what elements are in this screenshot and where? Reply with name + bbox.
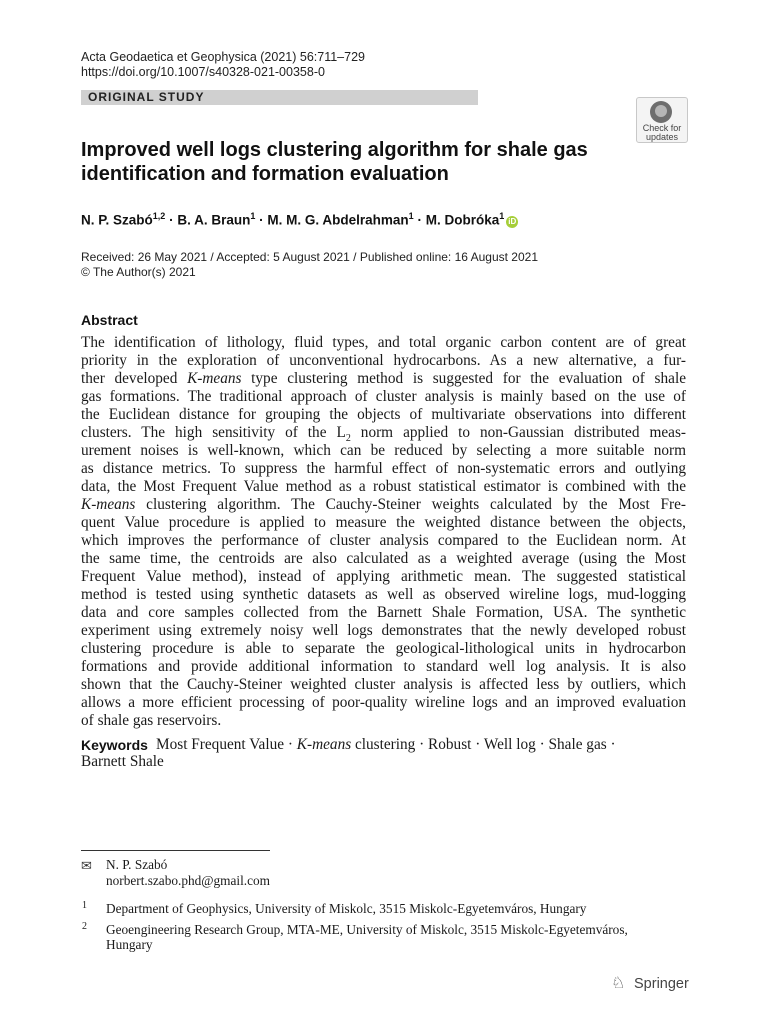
footnote-divider <box>81 850 270 851</box>
section-label: ORIGINAL STUDY <box>88 90 205 104</box>
author-affiliation: 1 <box>499 211 505 221</box>
author-separator: · <box>417 212 422 228</box>
keywords-line1: Most Frequent Value · K-means clustering · Robust · Well log · Shale gas · <box>156 736 616 753</box>
footnote-number: 2 <box>82 921 87 932</box>
affiliation-2-line2: Hungary <box>106 937 153 952</box>
abstract-line: the same time, the centroids are also calculated as a weighted average (using the Most <box>81 550 686 567</box>
publisher-name: Springer <box>634 976 689 992</box>
abstract-line: method is tested using synthetic datasets as well as observed wireline logs, mud-logging <box>81 586 686 603</box>
abstract-line: K-means clustering algorithm. The Cauchy-Steiner weights calculated by the Most Fre- <box>81 496 686 513</box>
journal-citation: Acta Geodaetica et Geophysica (2021) 56:711–729 <box>81 50 365 64</box>
affiliation-2-line1: Geoengineering Research Group, MTA-ME, University of Miskolc, 3515 Miskolc-Egyetemváros, <box>106 922 628 937</box>
author-separator: · <box>259 212 264 228</box>
corresponding-author: N. P. Szabó <box>106 857 168 872</box>
author-list <box>81 207 518 230</box>
abstract-line: data, the Most Frequent Value method as a robust statistical estimator is combined with the <box>81 478 686 495</box>
check-updates-line2: updates <box>645 132 679 142</box>
abstract-line: as distance metrics. To suppress the harmful effect of non-systematic errors and outlying <box>81 460 686 477</box>
author-affiliation: 1 <box>408 211 414 221</box>
abstract-line: of shale gas reservoirs. <box>81 712 222 729</box>
abstract-line: quent Value procedure is applied to measure the weighted distance between the objects, <box>81 514 686 531</box>
corresponding-email[interactable]: norbert.szabo.phd@gmail.com <box>106 873 271 888</box>
crossmark-icon <box>650 101 672 123</box>
abstract-line: The identification of lithology, fluid types, and total organic carbon content are of great <box>81 334 686 351</box>
abstract-line: priority in the exploration of unconventional hydrocarbons. As a new alternative, a fur- <box>81 352 686 369</box>
article-title-line2: identification and formation evaluation <box>81 163 449 185</box>
abstract-line: data and core samples collected from the Barnett Shale Formation, USA. The synthetic <box>81 604 686 621</box>
abstract-line: which improves the performance of cluster analysis compared to the Euclidean norm. At <box>81 532 686 549</box>
springer-horse-icon: ♘ <box>611 975 626 992</box>
abstract-line: the Euclidean distance for grouping the objects of multivariate observations into different <box>81 406 686 423</box>
abstract-line: ther developed K-means type clustering method is suggested for the evaluation of shale <box>81 370 686 387</box>
author-separator: · <box>169 212 174 228</box>
author-name[interactable]: M. Dobróka <box>425 212 500 228</box>
abstract-line: Frequent Value method), instead of applying arithmetic mean. The suggested statistical <box>81 568 686 585</box>
abstract-heading: Abstract <box>81 312 138 328</box>
author-name[interactable]: B. A. Braun <box>177 212 251 228</box>
envelope-icon: ✉ <box>81 858 92 873</box>
author-affiliation: 1 <box>250 211 256 221</box>
orcid-icon[interactable]: iD <box>508 216 517 226</box>
keywords-line2: Barnett Shale <box>81 753 164 770</box>
copyright-notice: © The Author(s) 2021 <box>81 265 196 279</box>
doi-link[interactable]: https://doi.org/10.1007/s40328-021-00358-0 <box>81 65 325 79</box>
abstract-line: urement noises is well-known, which can be reduced by selecting a more suitable norm <box>81 442 686 459</box>
abstract-line: gas formations. The traditional approach of cluster analysis is mainly based on the use of <box>81 388 686 405</box>
publication-dates: Received: 26 May 2021 / Accepted: 5 August 2021 / Published online: 16 August 2021 <box>81 250 538 264</box>
footnote-number: 1 <box>82 900 87 911</box>
author-affiliation: 1,2 <box>152 211 166 221</box>
abstract-line: clusters. The high sensitivity of the $L_2$ norm applied to non-Gaussian distributed meas- <box>81 424 686 445</box>
keywords-heading: Keywords <box>81 737 148 753</box>
abstract-line: experiment using extremely noisy well logs demonstrates that the newly developed robust <box>81 622 686 639</box>
author-name[interactable]: M. M. G. Abdelrahman <box>267 212 409 228</box>
abstract-line: shown that the Cauchy-Steiner weighted cluster analysis is affected less by outliers, which <box>81 676 686 693</box>
check-updates-line1: Check for <box>642 123 682 133</box>
abstract-line: clustering procedure is able to separate the geological-lithological units in hydrocarbon <box>81 640 686 657</box>
abstract-line: formations and provide additional information to standard well log analysis. It is also <box>81 658 686 675</box>
abstract-line: allows a more efficient processing of poor-quality wireline logs and an improved evaluation <box>81 694 686 711</box>
affiliation-1: Department of Geophysics, University of Miskolc, 3515 Miskolc-Egyetemváros, Hungary <box>106 901 587 916</box>
author-name[interactable]: N. P. Szabó <box>81 212 153 228</box>
article-title-line1: Improved well logs clustering algorithm for shale gas <box>81 139 588 161</box>
